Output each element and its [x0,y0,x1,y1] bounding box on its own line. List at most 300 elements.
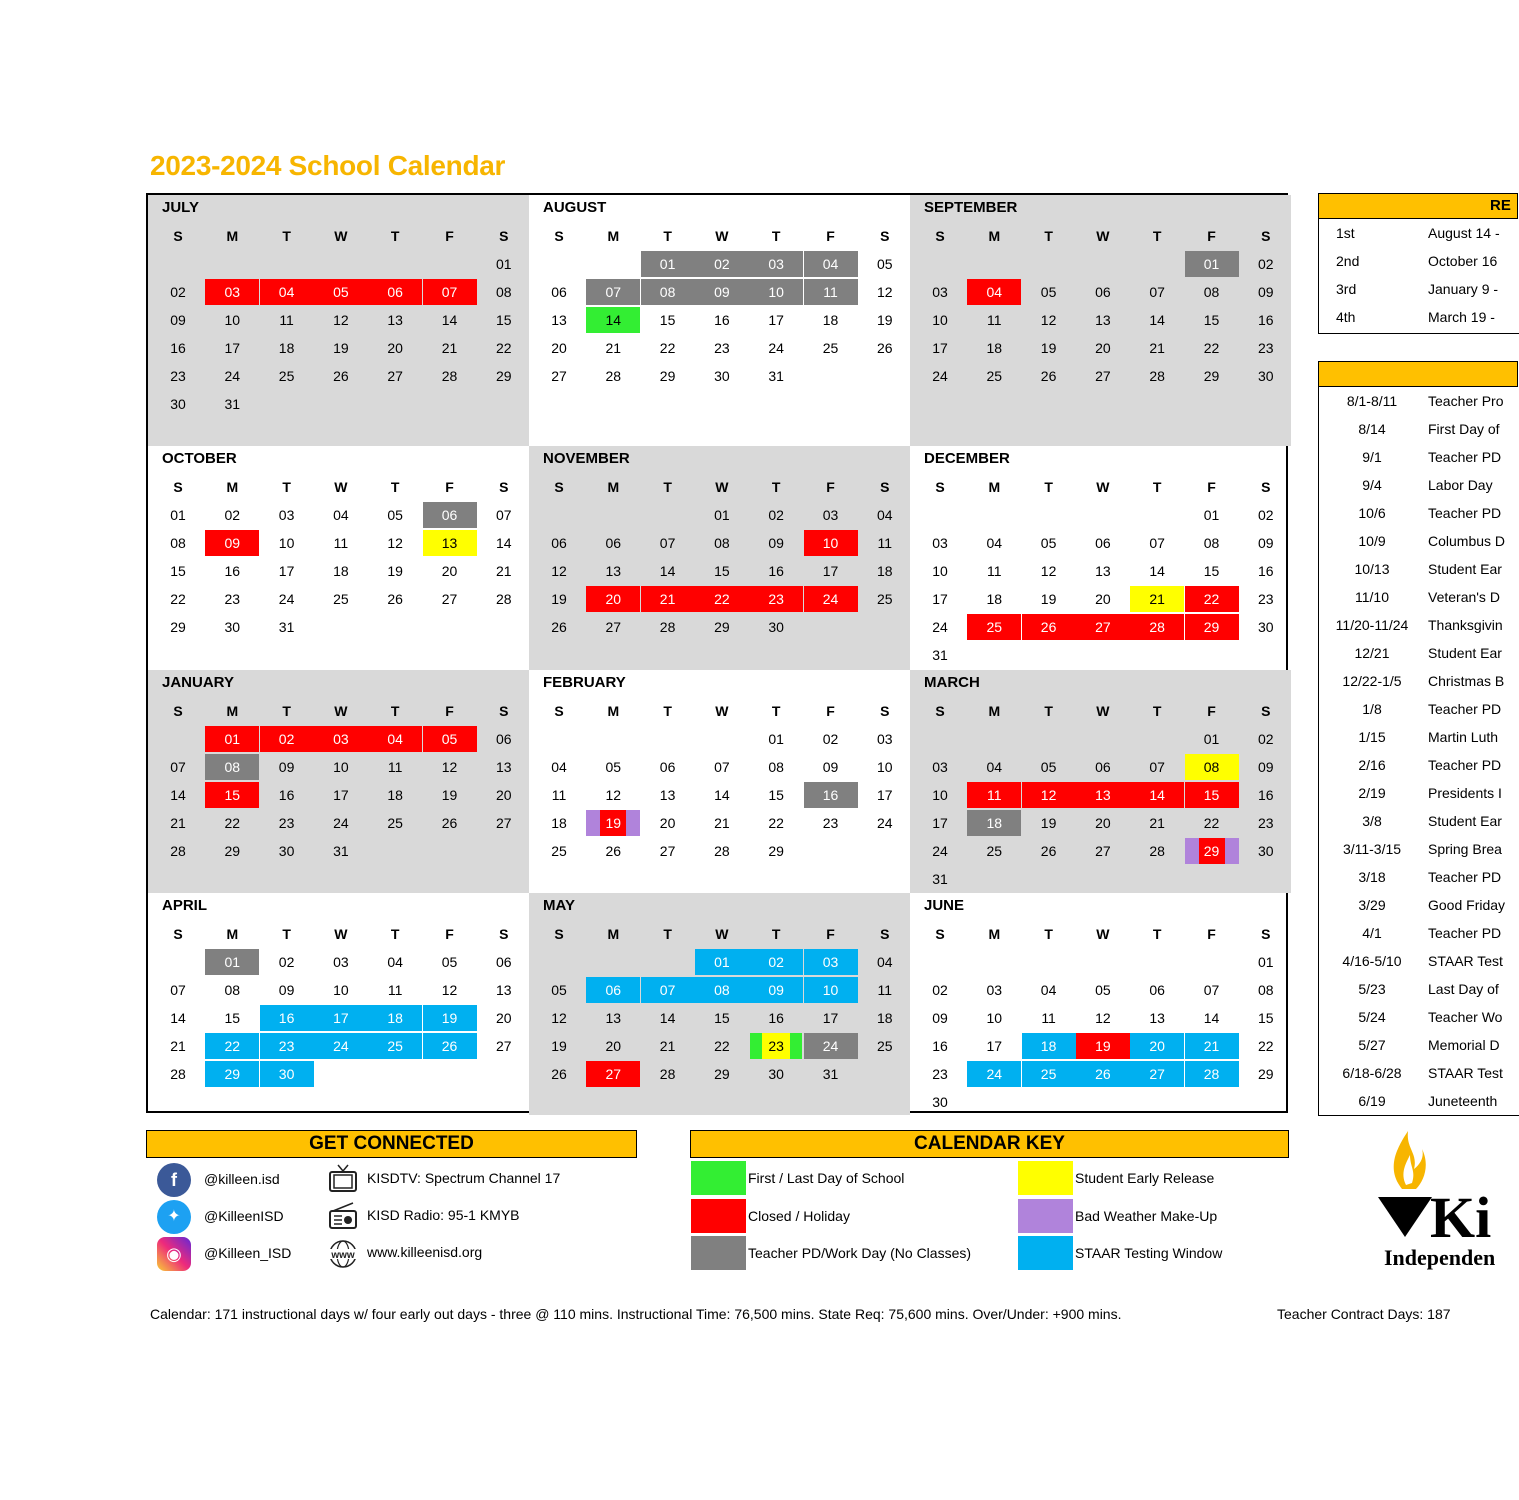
weekday-header: S [173,228,183,244]
holiday-description: Christmas B [1428,673,1505,689]
day-cell: 05 [1040,759,1057,775]
weekday-header: M [988,703,1001,719]
month-name: MAY [543,897,575,914]
radio-icon [326,1200,360,1234]
holiday-date: 8/14 [1358,421,1386,437]
day-cell: 26 [877,340,893,356]
holiday-date: 10/9 [1358,533,1386,549]
day-cell: 13 [551,312,567,328]
day-cell: 13 [496,982,512,998]
day-cell: 21 [641,586,695,612]
day-cell: 21 [1149,340,1165,356]
day-cell: 07 [170,982,186,998]
day-cell: 21 [496,563,512,579]
holiday-description: Teacher PD [1428,869,1502,885]
day-cell: 03 [877,731,893,747]
footer-contract-days: Teacher Contract Days: 187 [1277,1306,1451,1322]
weekday-header: T [1044,479,1053,495]
day-cell: 02 [170,284,186,300]
day-cell: 06 [1095,759,1111,775]
day-cell: 10 [877,759,893,775]
key-label: First / Last Day of School [748,1170,905,1186]
weekday-header: F [445,703,454,719]
holiday-date: 6/18-6/28 [1342,1065,1402,1081]
weekday-header: M [226,479,239,495]
key-swatch [1018,1161,1073,1195]
holiday-description: Student Ear [1428,645,1502,661]
weekday-header: M [607,926,620,942]
weekday-header: T [663,479,672,495]
day-cell: 23 [1258,815,1274,831]
weekday-header: W [334,703,348,719]
holiday-description: First Day of [1428,421,1500,437]
day-cell: 21 [170,815,186,831]
day-cell: 11 [804,279,858,305]
day-cell: 29 [170,619,186,635]
day-cell: 05 [423,726,477,752]
day-cell: 17 [768,312,784,328]
day-cell: 29 [714,619,730,635]
day-cell: 12 [441,759,458,775]
weekday-header: S [1261,479,1271,495]
report-period-number: 4th [1336,309,1356,325]
day-cell: 20 [1095,340,1111,356]
weekday-header: M [607,228,620,244]
day-cell: 26 [333,368,349,384]
day-cell: 03 [932,535,948,551]
weekday-header: S [554,228,564,244]
key-label: Closed / Holiday [748,1208,850,1224]
holiday-date: 5/23 [1358,981,1386,997]
holiday-date: 5/24 [1358,1009,1386,1025]
day-cell: 17 [333,787,349,803]
day-cell: 31 [932,647,948,663]
day-cell: 15 [224,1010,241,1026]
twitter-handle[interactable]: @KilleenISD [204,1208,284,1224]
day-cell: 27 [605,619,622,635]
month-november [529,446,910,670]
day-cell: 23 [170,368,186,384]
day-cell: 24 [804,586,858,612]
day-cell: 09 [170,312,186,328]
day-cell: 18 [551,815,567,831]
month-june [910,893,1291,1115]
day-cell: 13 [1095,563,1111,579]
day-cell: 22 [170,591,186,607]
day-cell: 31 [932,871,948,887]
day-cell: 19 [1040,340,1057,356]
day-cell: 18 [822,312,839,328]
month-october [148,446,529,670]
day-cell: 31 [333,843,349,859]
radio-station: KISD Radio: 95-1 KMYB [367,1207,520,1223]
day-cell: 19 [877,312,893,328]
day-cell: 24 [224,368,241,384]
weekday-header: T [390,926,400,942]
holiday-date: 9/1 [1362,449,1382,465]
holiday-date: 10/6 [1358,505,1386,521]
weekday-header: M [226,926,239,942]
day-cell: 06 [496,954,512,970]
month-name: JULY [162,199,199,216]
day-cell: 24 [333,815,349,831]
day-cell: 17 [877,787,893,803]
weekday-header: T [390,479,400,495]
weekday-header: S [499,479,509,495]
weekday-header: W [1096,926,1110,942]
weekday-header: W [1096,703,1110,719]
website-link[interactable]: www.killeenisd.org [367,1244,483,1260]
day-cell: 20 [1095,591,1111,607]
day-cell: 16 [768,1010,784,1026]
day-cell: 09 [822,759,839,775]
weekday-header: W [334,228,348,244]
day-cell: 05 [1095,982,1111,998]
day-cell: 24 [768,340,784,356]
day-cell: 13 [1076,782,1130,808]
day-cell: 18 [387,787,403,803]
month-july [148,195,529,446]
day-cell: 29 [1185,614,1239,640]
day-cell: 08 [496,284,512,300]
day-cell: 15 [714,563,730,579]
weekday-header: S [880,926,890,942]
day-cell: 15 [496,312,512,328]
day-cell: 05 [605,759,622,775]
day-cell: 02 [1258,731,1274,747]
day-cell: 17 [822,1010,839,1026]
day-cell: 16 [278,787,295,803]
day-cell: 14 [586,307,640,333]
day-cell: 20 [496,787,512,803]
weekday-header: T [663,926,672,942]
day-cell: 10 [749,279,803,305]
day-cell: 02 [695,251,749,277]
day-cell: 26 [1040,368,1057,384]
day-cell: 25 [1022,1061,1076,1087]
day-cell: 16 [1258,787,1274,803]
day-cell: 25 [333,591,349,607]
globe-icon [326,1237,360,1271]
facebook-handle[interactable]: @killeen.isd [204,1171,280,1187]
day-cell: 13 [1095,312,1111,328]
day-cell: 13 [1149,1010,1165,1026]
day-cell: 04 [368,726,422,752]
weekday-header: M [988,228,1001,244]
holiday-description: Student Ear [1428,561,1502,577]
day-cell: 11 [987,563,1002,579]
day-cell: 09 [749,977,803,1003]
day-cell: 08 [205,754,259,780]
day-cell: 15 [1185,782,1239,808]
day-cell: 19 [1040,591,1057,607]
weekday-header: F [1207,228,1216,244]
holiday-description: Last Day of [1428,981,1499,997]
day-cell: 03 [932,759,948,775]
holiday-description: Presidents I [1428,785,1502,801]
day-cell: 20 [605,1038,622,1054]
weekday-header: T [1044,228,1053,244]
holiday-description: STAAR Test [1428,953,1503,969]
weekday-header: S [1261,228,1271,244]
day-cell: 19 [551,1038,567,1054]
key-swatch [691,1199,746,1233]
day-cell: 16 [1258,563,1274,579]
day-cell: 27 [659,843,676,859]
day-cell: 12 [551,1010,567,1026]
day-cell: 09 [1258,284,1274,300]
weekday-header: T [282,926,291,942]
day-cell: 06 [586,977,640,1003]
day-cell: 04 [333,507,349,523]
day-cell: 16 [932,1038,948,1054]
weekday-header: T [1152,926,1162,942]
day-cell: 25 [877,1038,893,1054]
weekday-header: T [390,703,400,719]
weekday-header: S [880,228,890,244]
weekday-header: T [1044,926,1053,942]
month-name: FEBRUARY [543,674,626,691]
day-cell: 30 [260,1061,314,1087]
weekday-header: M [226,228,239,244]
day-cell: 15 [1258,1010,1274,1026]
day-cell: 11 [877,535,893,551]
day-cell: 06 [1095,284,1111,300]
month-name: SEPTEMBER [924,199,1018,216]
day-cell: 04 [967,279,1021,305]
day-cell: 14 [659,563,676,579]
day-cell: 17 [278,563,295,579]
day-cell: 27 [1130,1061,1184,1087]
day-cell: 19 [1076,1033,1130,1059]
day-cell: 06 [551,535,567,551]
day-cell: 15 [1203,312,1220,328]
day-cell: 30 [1258,843,1274,859]
report-periods [1318,219,1519,334]
day-cell: 29 [768,843,784,859]
day-cell: 04 [877,954,893,970]
weekday-header: S [499,926,509,942]
day-cell: 29 [1258,1066,1274,1082]
day-cell: 22 [659,340,676,356]
key-label: Student Early Release [1075,1170,1215,1186]
day-cell: 28 [1130,614,1184,640]
day-cell: 20 [441,563,458,579]
twitter-icon[interactable]: ✦ [157,1200,191,1234]
month-september [910,195,1291,446]
day-cell: 11 [967,782,1021,808]
key-label: Teacher PD/Work Day (No Classes) [748,1245,972,1261]
instagram-icon[interactable]: ◉ [157,1237,191,1271]
day-cell: 28 [496,591,512,607]
day-cell: 23 [714,340,730,356]
day-cell: 04 [804,251,858,277]
weekday-header: M [607,703,620,719]
day-cell: 23 [762,1033,790,1059]
day-cell: 01 [641,251,695,277]
holiday-date: 11/20-11/24 [1335,617,1409,633]
day-cell: 16 [714,312,730,328]
day-cell: 18 [877,1010,893,1026]
day-cell: 26 [441,815,458,831]
weekday-header: W [334,479,348,495]
day-cell: 18 [1022,1033,1076,1059]
day-cell: 15 [768,787,784,803]
weekday-header: S [1261,926,1271,942]
day-cell: 22 [1185,586,1239,612]
weekday-header: F [1207,703,1216,719]
day-cell: 28 [605,368,622,384]
weekday-header: T [1152,228,1162,244]
day-cell: 04 [551,759,567,775]
day-cell: 14 [1130,782,1184,808]
day-cell: 05 [1040,535,1057,551]
day-cell: 04 [877,507,893,523]
holiday-date: 2/19 [1358,785,1386,801]
day-cell: 08 [1185,754,1239,780]
day-cell: 07 [496,507,512,523]
day-cell: 16 [224,563,241,579]
day-cell: 14 [1149,312,1165,328]
day-cell: 17 [224,340,241,356]
weekday-header: T [1152,479,1162,495]
day-cell: 11 [333,535,349,551]
day-cell: 22 [695,586,749,612]
holiday-date: 3/11-3/15 [1342,841,1402,857]
holiday-date: 12/22-1/5 [1342,673,1402,689]
weekday-header: S [935,926,945,942]
day-cell: 29 [659,368,676,384]
day-cell: 07 [170,759,186,775]
month-february [529,670,910,893]
day-cell: 27 [1095,368,1111,384]
day-cell: 19 [333,340,349,356]
day-cell: 04 [260,279,314,305]
weekday-header: T [663,228,672,244]
day-cell: 18 [967,810,1021,836]
weekday-header: T [282,703,291,719]
day-cell: 30 [170,396,186,412]
day-cell: 06 [1095,535,1111,551]
day-cell: 12 [1040,563,1057,579]
day-cell: 02 [932,982,948,998]
day-cell: 25 [278,368,295,384]
day-cell: 13 [605,1010,622,1026]
day-cell: 17 [822,563,839,579]
weekday-header: F [1207,479,1216,495]
day-cell: 28 [659,1066,676,1082]
day-cell: 06 [423,502,477,528]
day-cell: 06 [659,759,676,775]
report-period-number: 1st [1336,225,1355,241]
holiday-date: 5/27 [1358,1037,1386,1053]
day-cell: 10 [224,312,241,328]
day-cell: 23 [260,1033,314,1059]
holiday-description: Thanksgivin [1428,617,1503,633]
day-cell: 01 [768,731,784,747]
report-period-dates: January 9 - [1428,281,1499,297]
day-cell: 12 [551,563,567,579]
day-cell: 16 [260,1005,314,1031]
month-august [529,195,910,446]
day-cell: 20 [659,815,676,831]
day-cell: 07 [1203,982,1220,998]
day-cell: 11 [987,312,1002,328]
holiday-date: 3/8 [1362,813,1382,829]
day-cell: 07 [586,279,640,305]
facebook-icon[interactable]: f [157,1163,191,1197]
day-cell: 30 [224,619,241,635]
calendar-grid [146,193,1288,1113]
weekday-header: T [282,228,291,244]
day-cell: 16 [804,782,858,808]
day-cell: 23 [1258,591,1274,607]
day-cell: 06 [1149,982,1165,998]
day-cell: 09 [205,530,259,556]
day-cell: 21 [659,1038,676,1054]
day-cell: 08 [224,982,241,998]
day-cell: 03 [822,507,839,523]
day-cell: 13 [423,530,477,556]
day-cell: 27 [441,591,458,607]
weekday-header: T [390,228,400,244]
day-cell: 05 [441,954,458,970]
district-logo [1370,1125,1500,1275]
day-cell: 01 [1185,251,1239,277]
day-cell: 25 [822,340,839,356]
day-cell: 28 [1185,1061,1239,1087]
day-cell: 28 [659,619,676,635]
day-cell: 12 [877,284,893,300]
holiday-description: Teacher PD [1428,925,1502,941]
day-cell: 04 [986,535,1003,551]
day-cell: 28 [714,843,730,859]
day-cell: 22 [224,815,241,831]
holiday-date: 10/13 [1354,561,1390,577]
day-cell: 29 [205,1061,259,1087]
day-cell: 26 [1022,614,1076,640]
day-cell: 29 [224,843,241,859]
day-cell: 14 [714,787,730,803]
day-cell: 01 [714,507,730,523]
day-cell: 26 [551,1066,567,1082]
day-cell: 05 [877,256,893,272]
day-cell: 02 [822,731,839,747]
holiday-description: Student Ear [1428,813,1502,829]
day-cell: 05 [387,507,403,523]
weekday-header: S [880,703,890,719]
day-cell: 30 [768,619,784,635]
day-cell: 27 [586,1061,640,1087]
weekday-header: S [554,479,564,495]
weekday-header: W [1096,228,1110,244]
weekday-header: M [226,703,239,719]
day-cell: 18 [877,563,893,579]
day-cell: 10 [333,982,349,998]
holiday-description: Columbus D [1428,533,1506,549]
day-cell: 09 [278,982,295,998]
day-cell: 23 [1258,340,1274,356]
day-cell: 10 [932,563,948,579]
day-cell: 25 [967,614,1021,640]
day-cell: 09 [1258,759,1274,775]
day-cell: 26 [387,591,403,607]
weekday-header: F [826,926,835,942]
day-cell: 01 [1258,954,1274,970]
day-cell: 27 [496,815,512,831]
weekday-header: M [607,479,620,495]
instagram-handle[interactable]: @Killeen_ISD [204,1245,292,1261]
